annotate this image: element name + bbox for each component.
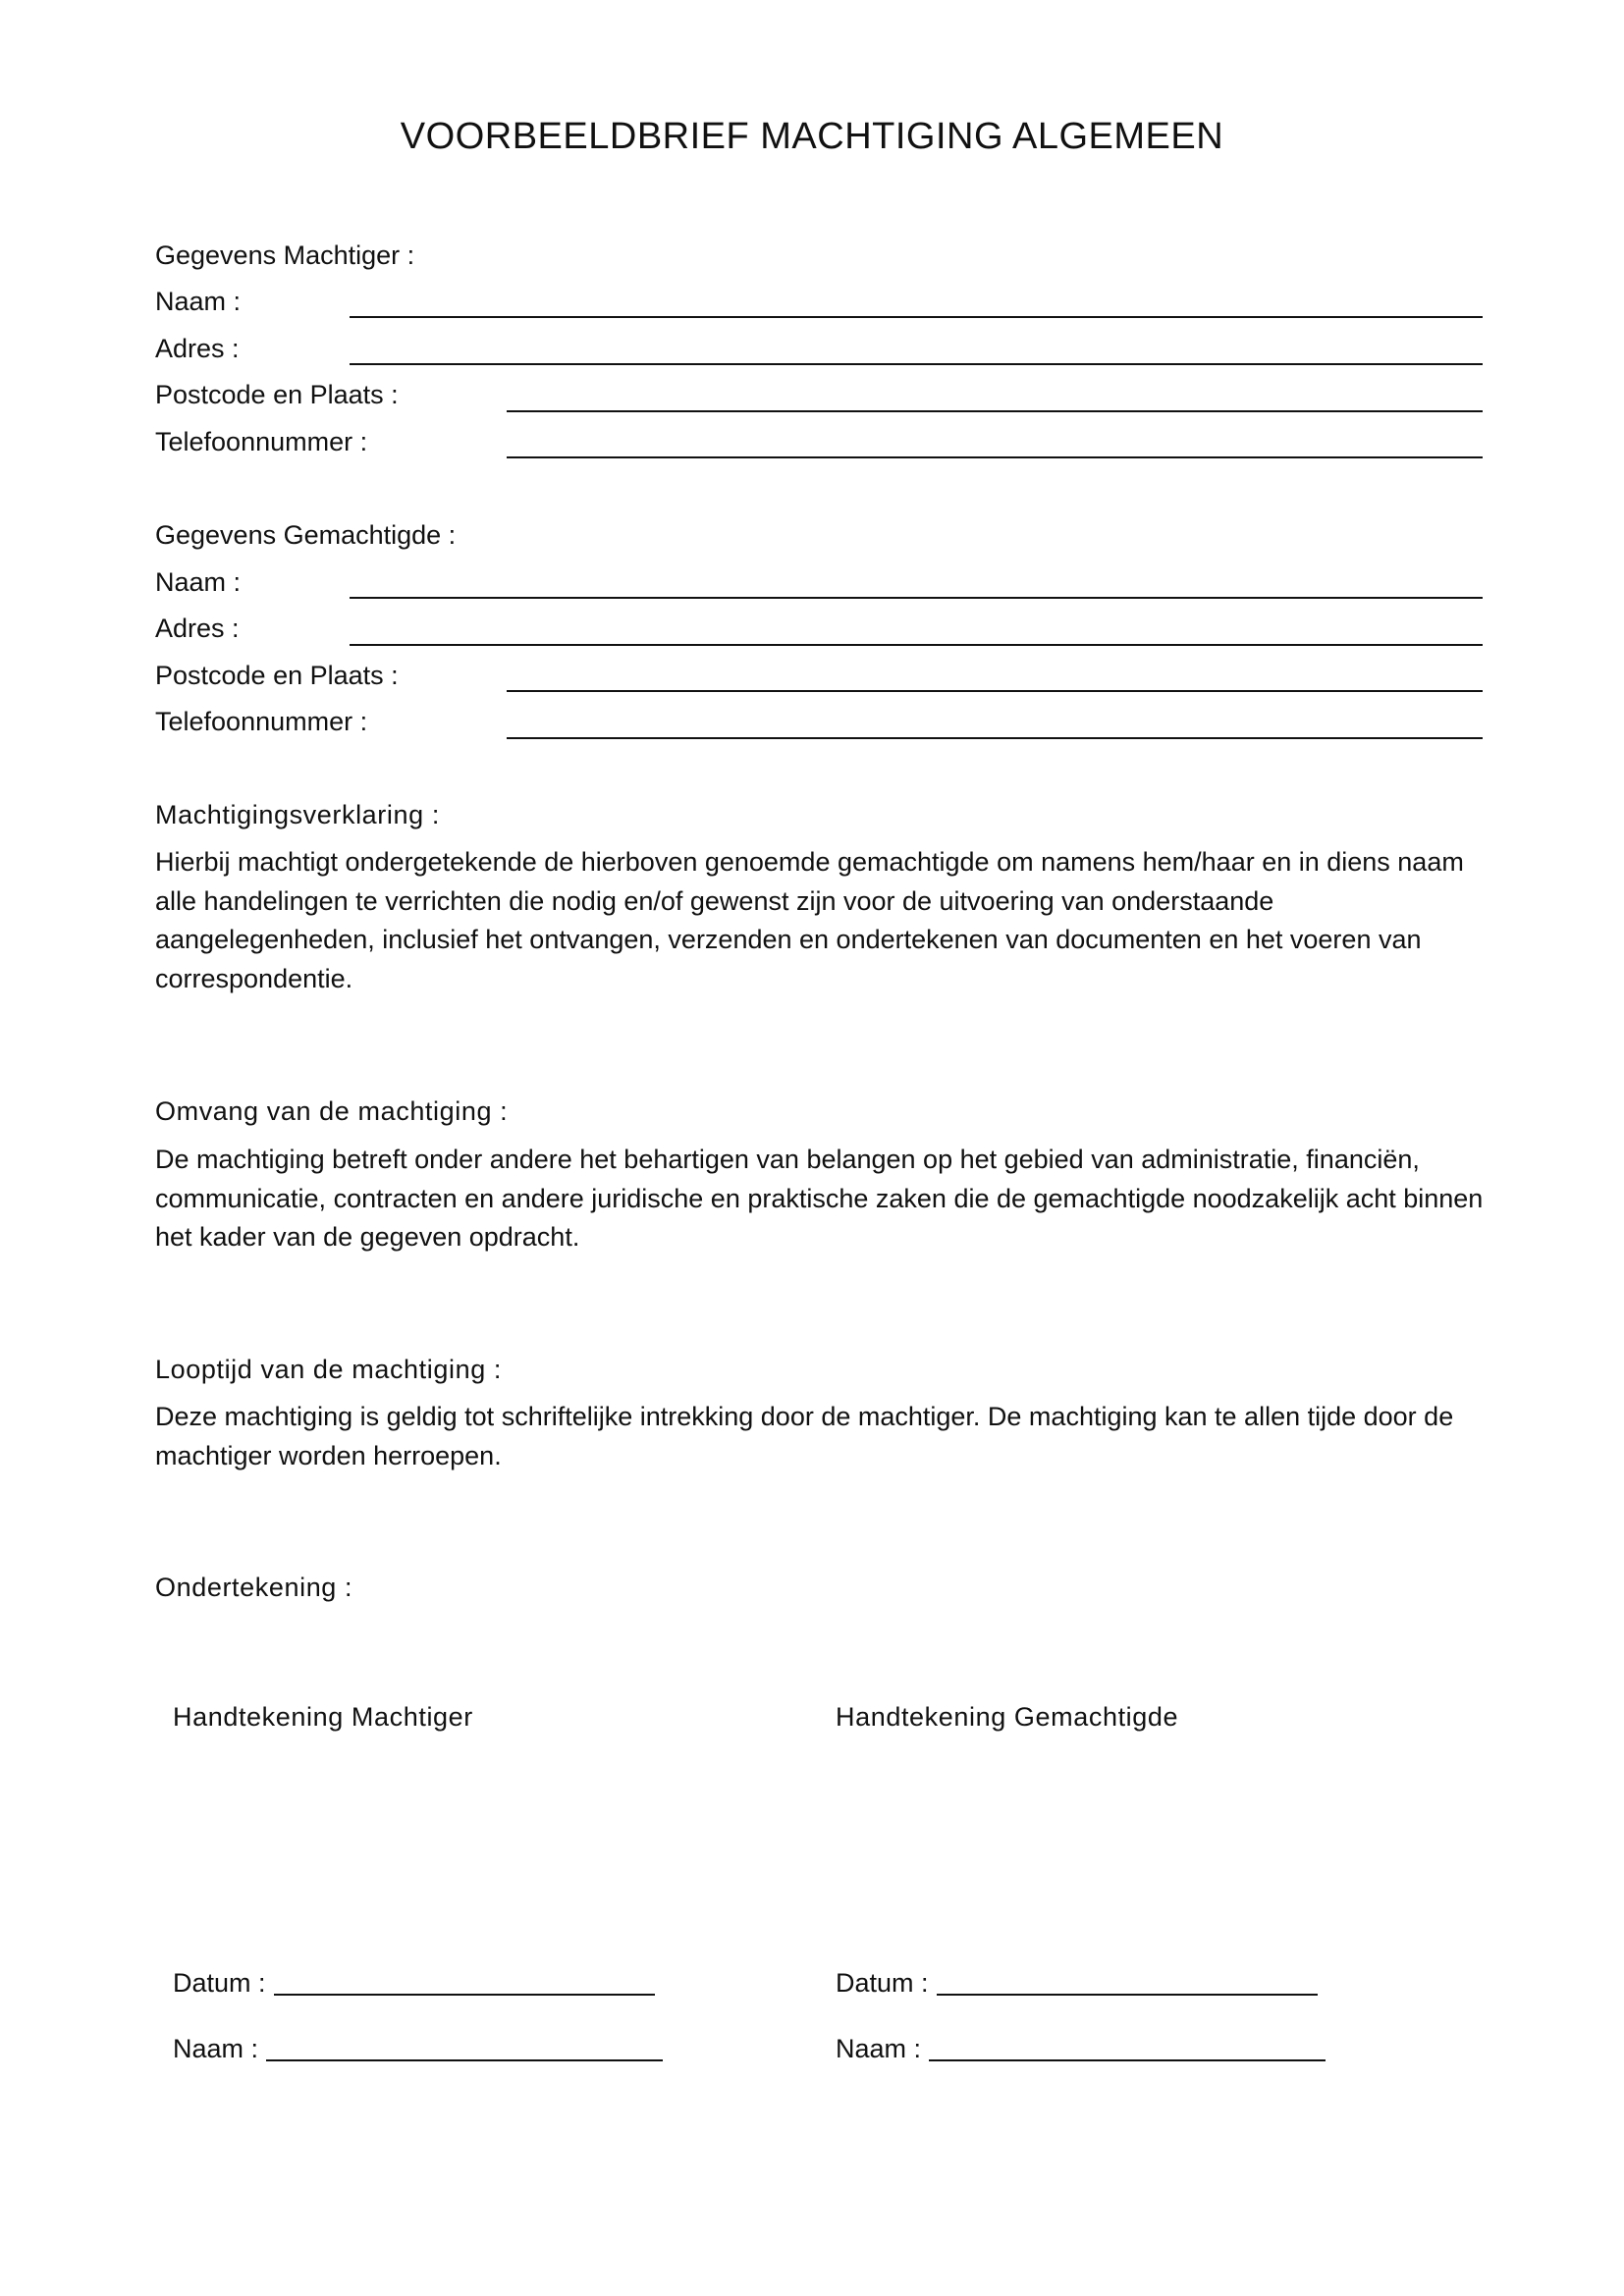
gemachtigde-sig-naam-field[interactable] <box>929 2059 1326 2061</box>
machtiger-sig-naam-field[interactable] <box>266 2059 663 2061</box>
gemachtigde-postcode-field[interactable] <box>507 690 1483 692</box>
looptijd-text: Deze machtiging is geldig tot schriftelijke intrekking door de machtiger. De machtiging kan te allen tijde door de machtiger worden herroepen. <box>155 1402 1454 1470</box>
machtiger-postcode-label: Postcode en Plaats : <box>155 380 399 409</box>
gemachtigde-adres-label: Adres : <box>155 614 240 643</box>
omvang-text: De machtiging betreft onder andere het behartigen van belangen op het gebied van administratie, financiën, communicatie, contracten en andere juridische en praktische zaken die de gemachtigde noodzakelijk acht binnen het kader van de gegeven opdracht. <box>155 1145 1484 1252</box>
machtiger-adres-field[interactable] <box>350 363 1483 365</box>
machtiger-postcode-field[interactable] <box>507 410 1483 412</box>
omvang-heading: Omvang van de machtiging : <box>155 1096 509 1126</box>
gemachtigde-datum-label: Datum : <box>836 1968 929 1998</box>
verklaring-heading: Machtigingsverklaring : <box>155 800 440 829</box>
gemachtigde-sig-naam-label: Naam : <box>836 2034 922 2063</box>
machtiger-datum-label: Datum : <box>173 1968 266 1998</box>
signature-gemachtigde-title: Handtekening Gemachtigde <box>836 1702 1179 1732</box>
signature-machtiger-title: Handtekening Machtiger <box>173 1702 473 1732</box>
document-title: VOORBEELDBRIEF MACHTIGING ALGEMEEN <box>400 116 1224 157</box>
machtiger-telefoon-label: Telefoonnummer : <box>155 427 368 456</box>
machtiger-adres-label: Adres : <box>155 334 240 363</box>
machtiger-sig-naam-label: Naam : <box>173 2034 259 2063</box>
machtiger-naam-label: Naam : <box>155 287 242 316</box>
machtiger-datum-row <box>173 1968 655 1999</box>
machtiger-heading: Gegevens Machtiger : <box>155 240 415 270</box>
gemachtigde-naam-label: Naam : <box>155 567 242 597</box>
gemachtigde-datum-row <box>836 1968 1318 1999</box>
gemachtigde-datum-field[interactable] <box>937 1994 1318 1996</box>
gemachtigde-naam-row <box>836 2034 1326 2064</box>
gemachtigde-adres-field[interactable] <box>350 644 1483 646</box>
gemachtigde-telefoon-field[interactable] <box>507 737 1483 739</box>
gemachtigde-postcode-label: Postcode en Plaats : <box>155 661 399 690</box>
gemachtigde-heading: Gegevens Gemachtigde : <box>155 520 457 550</box>
machtiger-telefoon-field[interactable] <box>507 456 1483 458</box>
machtiger-naam-row <box>173 2034 663 2064</box>
verklaring-text: Hierbij machtigt ondergetekende de hierboven genoemde gemachtigde om namens hem/haar en in diens naam alle handelingen te verrichten die nodig en/of gewenst zijn voor de uitvoering van onderstaande aangelegenheden, inclusief het ontvangen, verzenden en ondertekenen van documenten en het voeren van correspondentie. <box>155 847 1464 993</box>
ondertekening-heading: Ondertekening : <box>155 1573 353 1602</box>
gemachtigde-naam-field[interactable] <box>350 597 1483 599</box>
looptijd-heading: Looptijd van de machtiging : <box>155 1355 503 1384</box>
machtiger-naam-field[interactable] <box>350 316 1483 318</box>
gemachtigde-telefoon-label: Telefoonnummer : <box>155 707 368 736</box>
machtiger-datum-field[interactable] <box>274 1994 655 1996</box>
